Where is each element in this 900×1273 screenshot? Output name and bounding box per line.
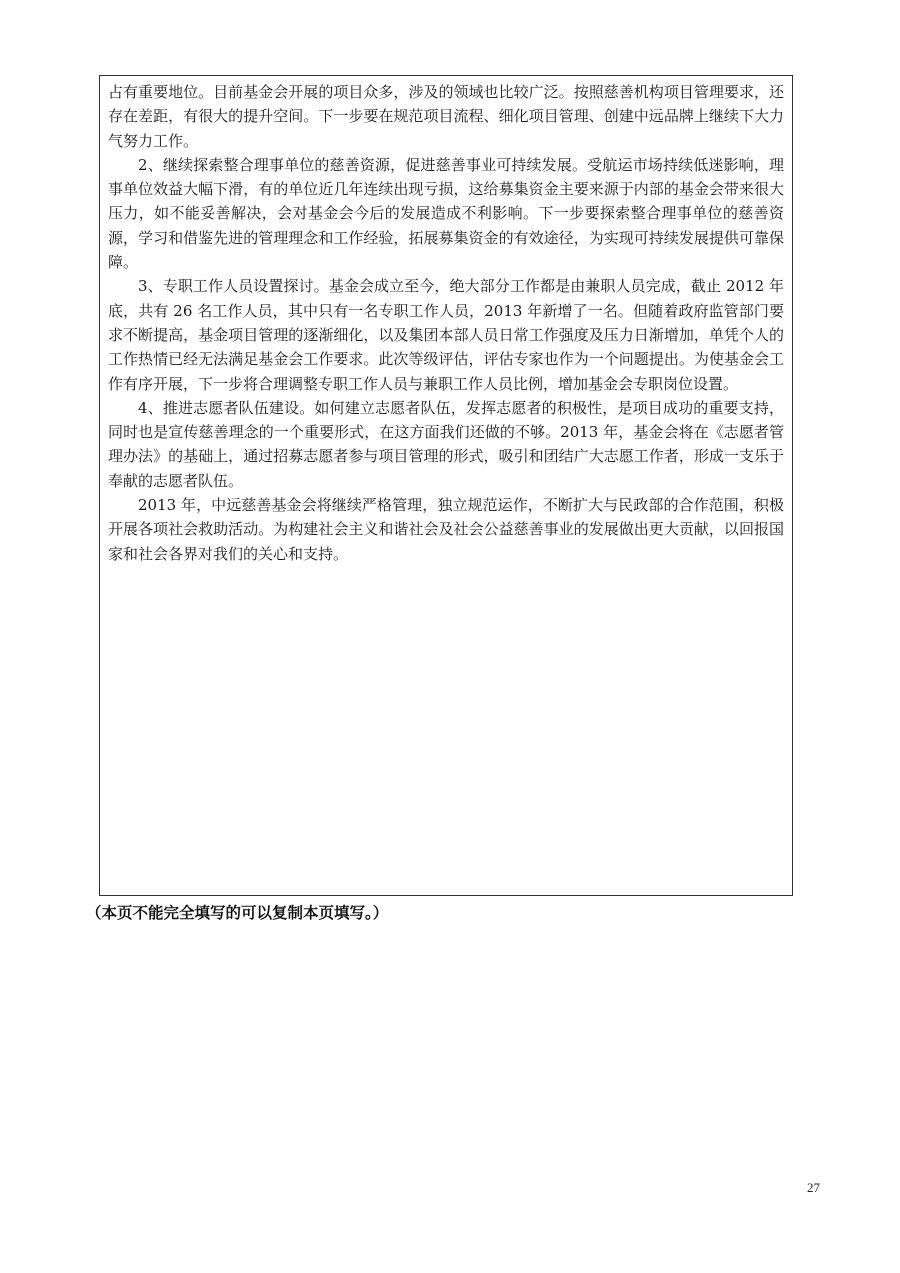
paragraph-conclusion-2013: 2013 年，中远慈善基金会将继续严格管理，独立规范运作，不断扩大与民政部的合作范围，积极开展各项社会救助活动。为构建社会主义和谐社会及社会公益慈善事业的发展做出更大贡献，以回报国家和社会各界对我们的关心和支持。 [108, 496, 784, 563]
paragraph-fulltime-staff: 3、专职工作人员设置探讨。基金会成立至今，绝大部分工作都是由兼职人员完成，截止 2012 年底，共有 26 名工作人员，其中只有一名专职工作人员，2013 年新增了一名。但随着政府监管部门要求不断提高，基金项目管理的逐渐细化，以及集团本部人员日常工作强度及压力日渐增加，单凭个人的工作热情已经无法满足基金会工作要求。此次等级评估，评估专家也作为一个问题提出。为使基金会工作有序开展，下一步将合理调整专职工作人员与兼职工作人员比例，增加基金会专职岗位设置。 [108, 277, 784, 393]
page-number: 27 [807, 1180, 820, 1195]
document-body [108, 80, 784, 566]
paragraph-charity-resources: 2、继续探索整合理事单位的慈善资源，促进慈善事业可持续发展。受航运市场持续低迷影响，理事单位效益大幅下滑，有的单位近几年连续出现亏损，这给募集资金主要来源于内部的基金会带来很大压力，如不能妥善解决，会对基金会今后的发展造成不利影响。下一步要探索整合理事单位的慈善资源，学习和借鉴先进的管理理念和工作经验，拓展募集资金的有效途径，为实现可持续发展提供可靠保障。 [108, 155, 784, 272]
paragraph-volunteers: 4、推进志愿者队伍建设。如何建立志愿者队伍，发挥志愿者的积极性，是项目成功的重要支持，同时也是宣传慈善理念的一个重要形式，在这方面我们还做的不够。2013 年，基金会将在《志愿者管理办法》的基础上，通过招募志愿者参与项目管理的形式，吸引和团结广大志愿工作者，形成一支乐于奉献的志愿者队伍。 [108, 398, 784, 490]
paragraph-continuation: 占有重要地位。目前基金会开展的项目众多，涉及的领域也比较广泛。按照慈善机构项目管理要求，还存在差距，有很大的提升空间。下一步要在规范项目流程、细化项目管理、创建中远品牌上继续下大力气努力工作。 [108, 83, 784, 150]
footnote-copy-instruction: （本页不能完全填写的可以复制本页填写。） [86, 904, 389, 922]
